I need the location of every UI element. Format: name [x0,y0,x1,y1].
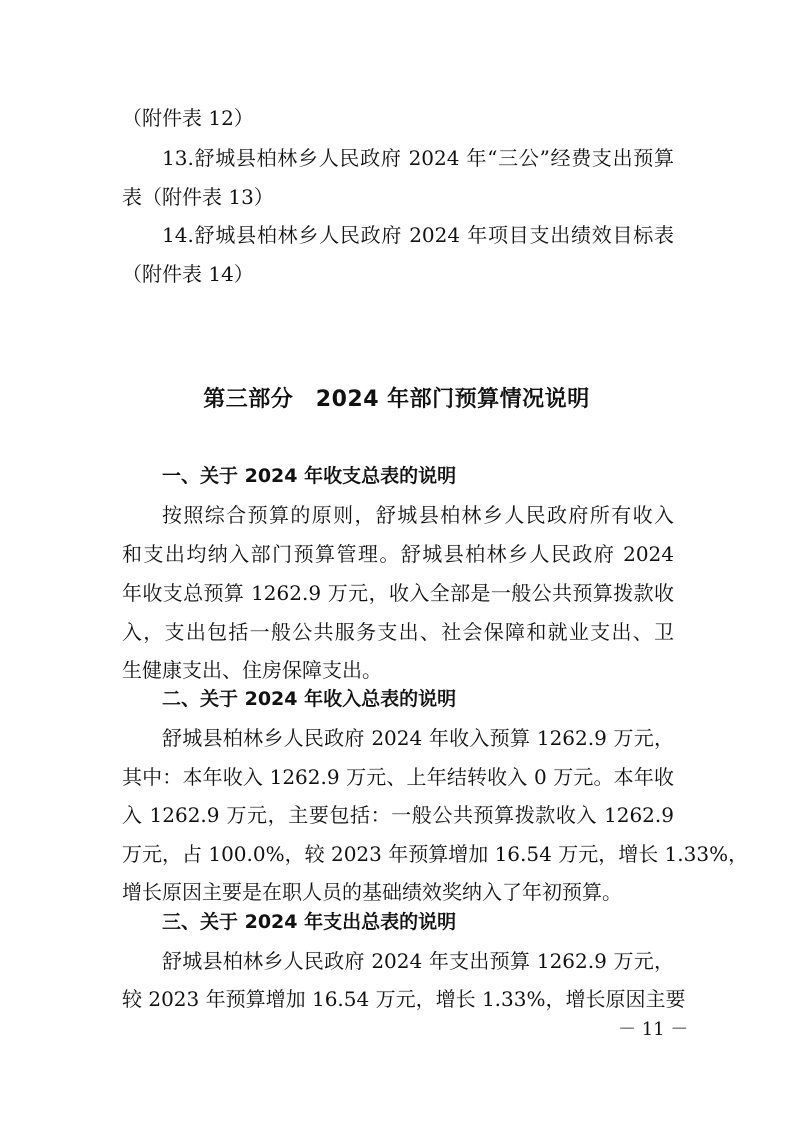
attachment-14-line1: 14.舒城县柏林乡人民政府 2024 年项目支出绩效目标表 [162,223,674,247]
section1-line: 入，支出包括一般公共服务支出、社会保障和就业支出、卫 [122,620,674,644]
attachment-12-tail: （附件表 12） [122,106,254,130]
page-number: － 11 － [618,1019,689,1040]
section2-line: 入 1262.9 万元，主要包括：一般公共预算拨款收入 1262.9 [122,803,674,827]
section1-line: 年收支总预算 1262.9 万元，收入全部是一般公共预算拨款收 [122,581,674,605]
attachment-13-line2: 表（附件表 13） [122,185,274,209]
section1-line: 和支出均纳入部门预算管理。舒城县柏林乡人民政府 2024 [122,542,674,566]
section1-line: 生健康支出、住房保障支出。 [122,658,382,682]
section3-heading: 三、关于 2024 年支出总表的说明 [162,911,457,933]
section3-line: 较 2023 年预算增加 16.54 万元，增长 1.33%，增长原因主要 [122,987,686,1011]
section2-line: 舒城县柏林乡人民政府 2024 年收入预算 1262.9 万元， [162,726,674,750]
section2-line: 其中：本年收入 1262.9 万元、上年结转收入 0 万元。本年收 [122,765,674,789]
section2-line: 万元，占 100.0%，较 2023 年预算增加 16.54 万元，增长 1.33%， [122,842,749,866]
part-title: 第三部分 2024 年部门预算情况说明 [203,387,590,412]
section2-heading: 二、关于 2024 年收入总表的说明 [162,688,457,710]
section1-line: 按照综合预算的原则，舒城县柏林乡人民政府所有收入 [162,503,674,527]
attachment-14-line2: （附件表 14） [122,262,254,286]
section3-line: 舒城县柏林乡人民政府 2024 年支出预算 1262.9 万元， [162,949,674,973]
section1-heading: 一、关于 2024 年收支总表的说明 [162,465,457,487]
section2-line: 增长原因主要是在职人员的基础绩效奖纳入了年初预算。 [122,880,622,904]
attachment-13-line1: 13.舒城县柏林乡人民政府 2024 年“三公”经费支出预算 [162,146,674,170]
